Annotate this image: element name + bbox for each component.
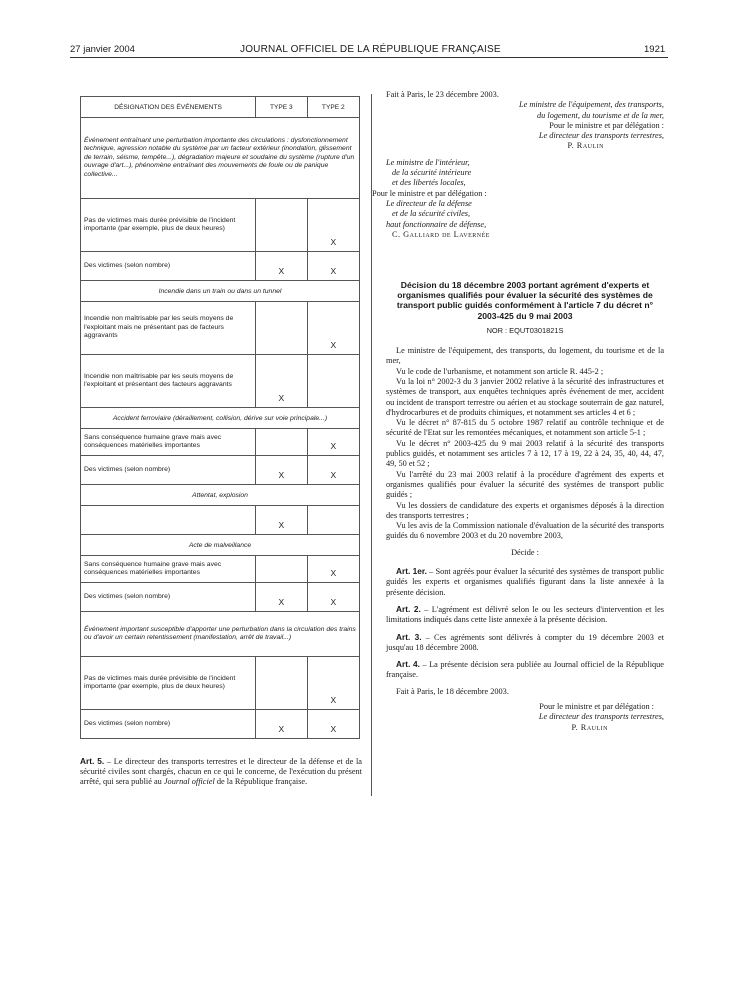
event-condition: Des victimes (selon nombre)	[81, 456, 256, 485]
type3-mark	[256, 429, 307, 456]
type2-mark: X	[307, 456, 359, 485]
table-row	[81, 429, 360, 456]
signature-pour: Pour le ministre et par délégation :	[549, 120, 664, 130]
signature2-role-line-1: Le directeur de la défense	[386, 198, 472, 208]
decision-place: Fait à Paris, le 18 décembre 2003.	[396, 686, 509, 696]
event-condition: Incendie non maîtrisable par les seuls moyens de l'exploitant mais ne présentant pas de facteurs aggravants	[81, 302, 256, 355]
article-text: – Ces agréments sont délivrés à compter du 19 décembre 2003 et jusqu'au 18 décembre 2008.	[386, 632, 664, 652]
event-condition: Pas de victimes mais durée prévisible de l'incident importante (par exemple, plus de deux heures)	[81, 199, 256, 252]
column-header-type2: TYPE 2	[307, 97, 359, 118]
decision-visa: Le ministre de l'équipement, des transports, du logement, du tourisme et de la mer,	[386, 346, 664, 366]
type2-mark: X	[307, 302, 359, 355]
category-heading: Acte de malveillance	[81, 535, 360, 556]
decision-visas	[386, 346, 664, 542]
page-number: 1921	[644, 44, 666, 55]
decision-title: Décision du 18 décembre 2003 portant agrément d'experts et organismes qualifiés pour évaluer la sécurité des systèmes de transport public guidés conformément à l'article 7 du décret n° 2003-425 du 9 mai 2003	[396, 280, 654, 321]
signature-name: P. Raulin	[567, 141, 604, 151]
table-row	[81, 199, 360, 252]
type2-mark: X	[307, 252, 359, 281]
table-row	[81, 583, 360, 612]
event-condition: Sans conséquence humaine grave mais avec conséquences matérielles importantes	[81, 429, 256, 456]
type3-mark	[256, 556, 307, 583]
header-rule	[70, 57, 668, 58]
article-5-label: Art. 5.	[80, 756, 105, 766]
signature-minister-line-1: Le ministre de l'équipement, des transports,	[518, 100, 664, 110]
article-label: Art. 2.	[396, 603, 421, 614]
table-row	[81, 302, 360, 355]
table-row	[81, 556, 360, 583]
event-description: Événement entraînant une perturbation importante des circulations : dysfonctionnement technique, agression notable du système par un facteur extérieur (inondation, glissement de terrain, séisme, tempête...), dégradation majeure et soudaine du système (rupture d'un ouvrage d'art...), phénomène entraînant des mouvements de foule ou de panique collective...	[81, 118, 360, 199]
decision-pour: Pour le ministre et par délégation :	[539, 702, 654, 712]
type2-mark: X	[307, 583, 359, 612]
table-row	[81, 281, 360, 302]
article-label: Art. 4.	[396, 659, 420, 670]
event-condition	[81, 506, 256, 535]
event-condition: Sans conséquence humaine grave mais avec conséquences matérielles importantes	[81, 556, 256, 583]
decision-article	[386, 659, 664, 681]
type2-mark	[307, 506, 359, 535]
decision-article	[386, 566, 664, 598]
decision-visa: Vu le code de l'urbanisme, et notamment son article R. 445-2 ;	[396, 366, 604, 376]
type2-mark	[307, 355, 359, 408]
signature-block-1	[372, 90, 664, 240]
article-label: Art. 1er.	[396, 566, 427, 577]
type3-mark	[256, 302, 307, 355]
decision-nor: NOR : EQUT0301821S	[486, 325, 564, 335]
signature2-role-line-3: haut fonctionnaire de défense,	[386, 219, 487, 229]
article-5-text: – Le directeur des transports terrestres et le directeur de la défense et de la sécurité civiles sont chargés, chacun en ce qui le concerne, de l'exécution du présent arrêté, qui sera publié au	[80, 757, 362, 787]
table-row	[81, 485, 360, 506]
signature2-minister-line-1: Le ministre de l'intérieur,	[386, 157, 470, 167]
signature2-name: C. Galliard de Lavernée	[392, 229, 490, 239]
type2-mark: X	[307, 429, 359, 456]
decision-visa: Vu la loi n° 2002-3 du 3 janvier 2002 relative à la sécurité des infrastructures et systèmes de transport, aux enquêtes techniques après événement de mer, accident ou incident de transport terrestre ou aérien et au stockage souterrain de gaz naturel, d'hydrocarbures et de produits chimiques, et notamment ses articles 4 et 6 ;	[386, 377, 664, 417]
table-row	[81, 252, 360, 281]
category-heading: Accident ferroviaire (déraillement, collision, dérive sur voie principale...)	[81, 408, 360, 429]
type2-mark: X	[307, 199, 359, 252]
table-row	[81, 355, 360, 408]
table-body	[81, 118, 360, 739]
type3-mark: X	[256, 506, 307, 535]
decision-visa: Vu les dossiers de candidature des experts et organismes déposés à la direction des transports terrestres ;	[386, 500, 664, 520]
category-heading: Incendie dans un train ou dans un tunnel	[81, 281, 360, 302]
event-condition: Des victimes (selon nombre)	[81, 252, 256, 281]
decision-block	[386, 280, 664, 733]
type3-mark: X	[256, 252, 307, 281]
column-divider	[371, 94, 372, 796]
table-row	[81, 612, 360, 657]
decision-role: Le directeur des transports terrestres,	[538, 712, 664, 722]
signature-minister-line-2: du logement, du tourisme et de la mer,	[537, 110, 664, 120]
table-header-row	[81, 97, 360, 118]
signature2-pour: Pour le ministre et par délégation :	[372, 188, 487, 198]
decision-visa: Vu le décret n° 87-815 du 5 octobre 1987 relatif au contrôle technique et de sécurité de l'Etat sur les remontées mécaniques, et notamment son article 5-1 ;	[386, 418, 664, 438]
decision-visa: Vu le décret n° 2003-425 du 9 mai 2003 relatif à la sécurité des transports publics guidés, et notamment ses articles 7 à 12, 17 à 19, 22 à 24, 35, 40, 44, 47, 49, 50 et 52 ;	[386, 438, 664, 469]
category-heading: Attentat, explosion	[81, 485, 360, 506]
table-row	[81, 506, 360, 535]
article-text: – L'agrément est délivré selon le ou les secteurs d'intervention et les limitations indiqués dans cette liste annexée à la présente décision.	[386, 604, 664, 625]
article-label: Art. 3.	[396, 631, 422, 642]
table-row	[81, 456, 360, 485]
table-row	[81, 118, 360, 199]
decision-article	[386, 632, 664, 654]
events-table	[80, 96, 360, 739]
article-text: – La présente décision sera publiée au Journal officiel de la République française.	[386, 660, 664, 680]
type3-mark: X	[256, 710, 307, 739]
article-5	[80, 756, 362, 788]
event-condition: Incendie non maîtrisable par les seuls moyens de l'exploitant et présentant des facteurs aggravants	[81, 355, 256, 408]
type3-mark: X	[256, 456, 307, 485]
decision-articles	[386, 566, 664, 681]
column-header-type3: TYPE 3	[256, 97, 307, 118]
article-5-jo: Journal officiel	[163, 777, 215, 787]
event-condition: Des victimes (selon nombre)	[81, 710, 256, 739]
article-5-end: de la République française.	[214, 777, 308, 787]
decision-article	[386, 604, 664, 626]
type2-mark: X	[307, 710, 359, 739]
signature2-minister-line-2: de la sécurité intérieure	[392, 168, 472, 178]
table-row	[81, 710, 360, 739]
type3-mark: X	[256, 355, 307, 408]
event-description: Événement important susceptible d'apporter une perturbation dans la circulation des trains ou d'avoir un certain retentissement (manifestation, arrêt de travail...)	[81, 612, 360, 657]
event-condition: Pas de victimes mais durée prévisible de l'incident importante (par exemple, plus de deux heures)	[81, 657, 256, 710]
column-header-designation: DÉSIGNATION DES ÉVÉNEMENTS	[81, 97, 256, 118]
table-row	[81, 657, 360, 710]
decision-visa: Vu les avis de la Commission nationale d'évaluation de la sécurité des transports guidés du 6 novembre 2003 et du 20 novembre 2003,	[386, 521, 664, 541]
type2-mark: X	[307, 556, 359, 583]
header-date: 27 janvier 2004	[70, 44, 135, 55]
table-row	[81, 408, 360, 429]
table-row	[81, 535, 360, 556]
decision-visa: Vu l'arrêté du 23 mai 2003 relatif à la procédure d'agrément des experts et organismes qualifiés pour évaluer la sécurité des systèmes de transport public guidés ;	[386, 469, 664, 500]
type2-mark: X	[307, 657, 359, 710]
type3-mark: X	[256, 583, 307, 612]
journal-title: JOURNAL OFFICIEL DE LA RÉPUBLIQUE FRANÇAISE	[240, 44, 501, 55]
signature2-role-line-2: et de la sécurité civiles,	[392, 209, 471, 219]
decision-signatory: P. Raulin	[571, 722, 608, 732]
event-condition: Des victimes (selon nombre)	[81, 583, 256, 612]
article-text: – Sont agréés pour évaluer la sécurité des systèmes de transport public guidés les experts et organismes qualifiés figurant dans la liste annexée à la présente décision.	[386, 567, 664, 597]
signature-role: Le directeur des transports terrestres,	[538, 131, 664, 141]
signature2-minister-line-3: et des libertés locales,	[392, 178, 466, 188]
decision-decide: Décide :	[511, 547, 539, 557]
type3-mark	[256, 657, 307, 710]
type3-mark	[256, 199, 307, 252]
signature-place: Fait à Paris, le 23 décembre 2003.	[386, 90, 499, 99]
